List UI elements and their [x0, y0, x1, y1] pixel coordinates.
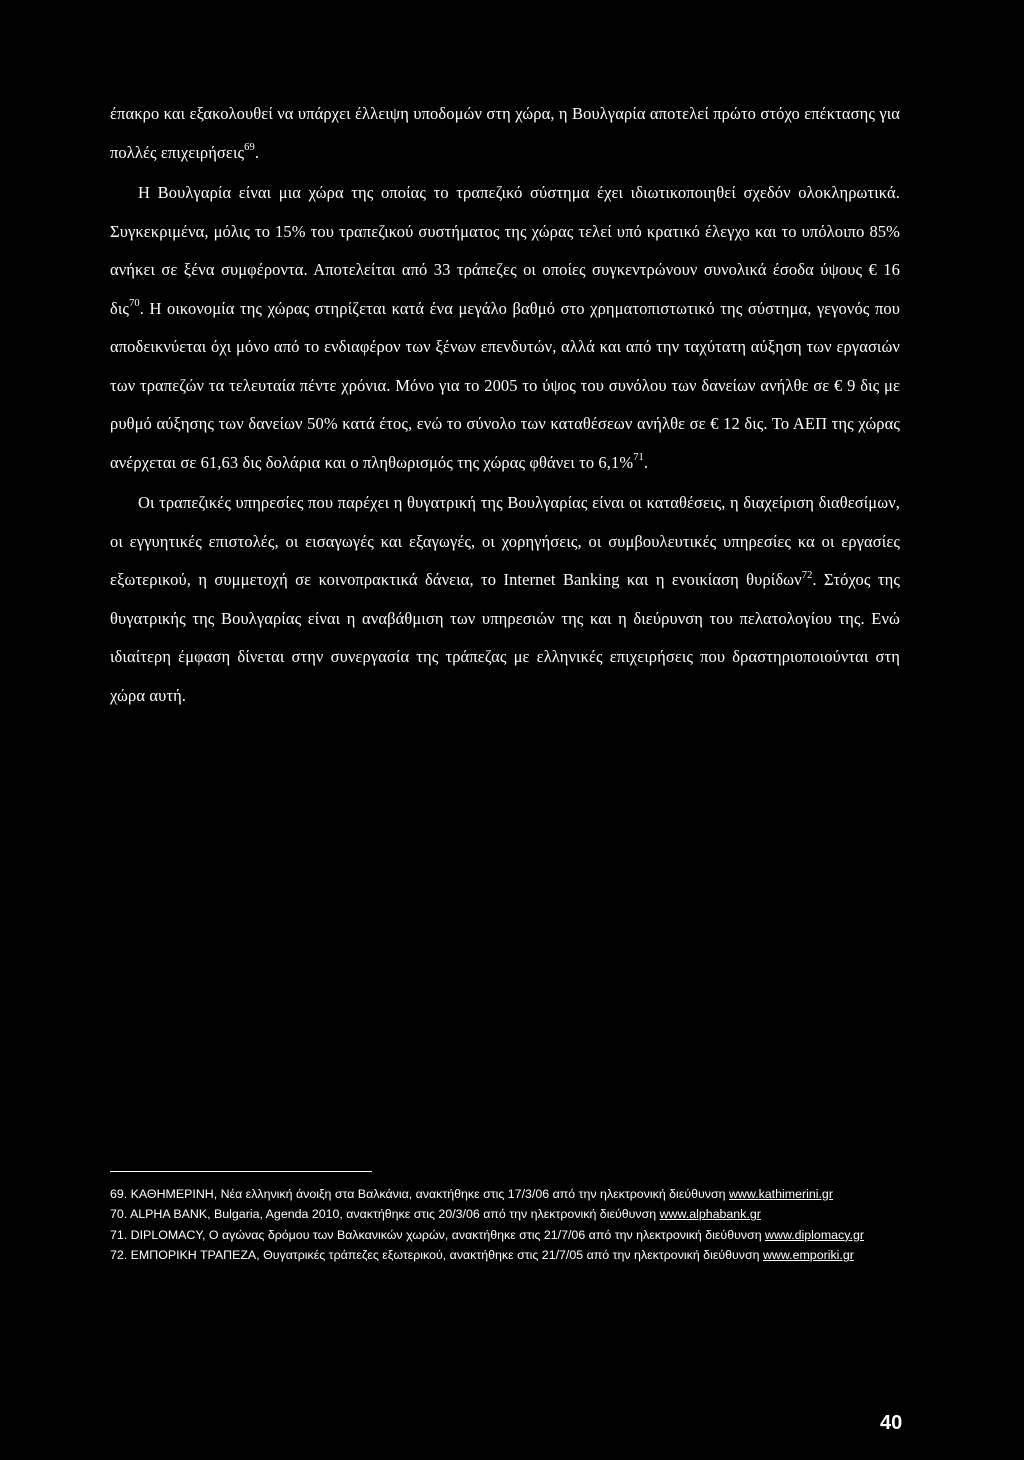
paragraph-1-end: .: [254, 142, 260, 162]
paragraph-1: [110, 95, 900, 172]
paragraph-3: [110, 484, 900, 715]
footnote-70-text: 70. ALPHA BANK, Bulgaria, Agenda 2010, ανακτήθηκε στις 20/3/06 από την ηλεκτρονική διεύθυνση: [110, 1207, 660, 1222]
footnote-70-link[interactable]: www.alphabank.gr: [659, 1207, 761, 1222]
paragraph-2-end: .: [643, 452, 649, 472]
footnote-72-link[interactable]: www.emporiki.gr: [762, 1248, 854, 1263]
footnote-ref-69: 69: [244, 142, 255, 153]
paragraph-1-text: έπακρο και εξακολουθεί να υπάρχει έλλειψη υποδομών στη χώρα, η Βουλγαρία αποτελεί πρώτο στόχο επέκτασης για πολλές επιχειρήσεις: [110, 104, 900, 162]
page-number: 40: [880, 1412, 903, 1434]
footnote-69-link[interactable]: www.kathimerini.gr: [728, 1187, 833, 1201]
paragraph-2-text-b: . Η οικονομία της χώρας στηρίζεται κατά ένα μεγάλο βαθμό στο χρηματοπιστωτικό της σύστημα, γεγονός που αποδεικνύεται όχι μόνο από το ενδιαφέρον των ξένων επενδυτών, αλλά και από την ταχύτατη αύξηση των εργασιών των τραπεζών τα τελευταία πέντε χρόνια. Μόνο για το 2005 το ύψος του συνόλου των δανείων ανήλθε σε € 9 δις με ρυθμό αύξησης των δανείων 50% κατά έτος, ενώ το σύνολο των καταθέσεων ανήλθε σε € 12 δις. Το ΑΕΠ της χώρας ανέρχεται σε 61,63 δις δολάρια και ο πληθωρισμός της χώρας φθάνει το 6,1%: [110, 298, 900, 472]
footnote-ref-72: 72: [801, 569, 813, 581]
paragraph-3-text-b: . Στόχος της θυγατρικής της Βουλγαρίας είναι η αναβάθμιση των υπηρεσιών της και η διεύρυνση του πελατολογίου της. Ενώ ιδιαίτερη έμφαση δίνεται στην συνεργασία της τράπεζας με ελληνικές επιχειρήσεις που δραστηριοποιούνται στη χώρα αυτή.: [110, 570, 900, 705]
paragraph-3-text-a: Οι τραπεζικές υπηρεσίες που παρέχει η θυγατρική της Βουλγαρίας είναι οι καταθέσεις, η διαχείριση διαθεσίμων, οι εγγυητικές επιστολές, οι εισαγωγές και εξαγωγές, οι χορηγήσεις, οι συμβουλευτικές υπηρεσίες κα οι εργασίες εξωτερικού, η συμμετοχή σε κοινοπρακτικά δάνεια, το Internet Banking και η ενοικίαση θυρίδων: [110, 493, 900, 589]
footnote-71: [110, 1225, 900, 1245]
footnote-70: [110, 1204, 900, 1224]
footnotes: [110, 1184, 900, 1266]
paragraph-2: [110, 174, 900, 482]
footnote-69: [110, 1184, 900, 1204]
document-body: [110, 95, 900, 715]
footnote-ref-70: 70: [129, 298, 140, 309]
footnote-ref-71: 71: [633, 452, 644, 463]
footnote-72-text: 72. ΕΜΠΟΡΙΚΗ ΤΡΑΠΕΖΑ, Θυγατρικές τράπεζες εξωτερικού, ανακτήθηκε στις 21/7/05 από την ηλεκτρονική διεύθυνση: [110, 1248, 763, 1263]
paragraph-2-text-a: Η Βουλγαρία είναι μια χώρα της οποίας το τραπεζικό σύστημα έχει ιδιωτικοποιηθεί σχεδόν ολοκληρωτικά. Συγκεκριμένα, μόλις το 15% του τραπεζικού συστήματος της χώρας τελεί υπό κρατικό έλεγχο και το υπόλοιπο 85% ανήκει σε ξένα συμφέροντα. Αποτελείται από 33 τράπεζες οι οποίες συγκεντρώνουν συνολικά έσοδα ύψους € 16 δις: [110, 183, 900, 318]
footnote-71-link[interactable]: www.diplomacy.gr: [765, 1227, 864, 1242]
footnote-69-text: 69. ΚΑΘΗΜΕΡΙΝΗ, Νέα ελληνική άνοιξη στα Βαλκάνια, ανακτήθηκε στις 17/3/06 από την ηλεκτρονική διεύθυνση: [110, 1187, 729, 1201]
footnote-separator: [110, 1171, 372, 1172]
footnote-72: [110, 1245, 900, 1265]
footnote-71-text: 71. DIPLOMACY, Ο αγώνας δρόμου των Βαλκανικών χωρών, ανακτήθηκε στις 21/7/06 από την ηλεκτρονική διεύθυνση: [110, 1227, 766, 1242]
